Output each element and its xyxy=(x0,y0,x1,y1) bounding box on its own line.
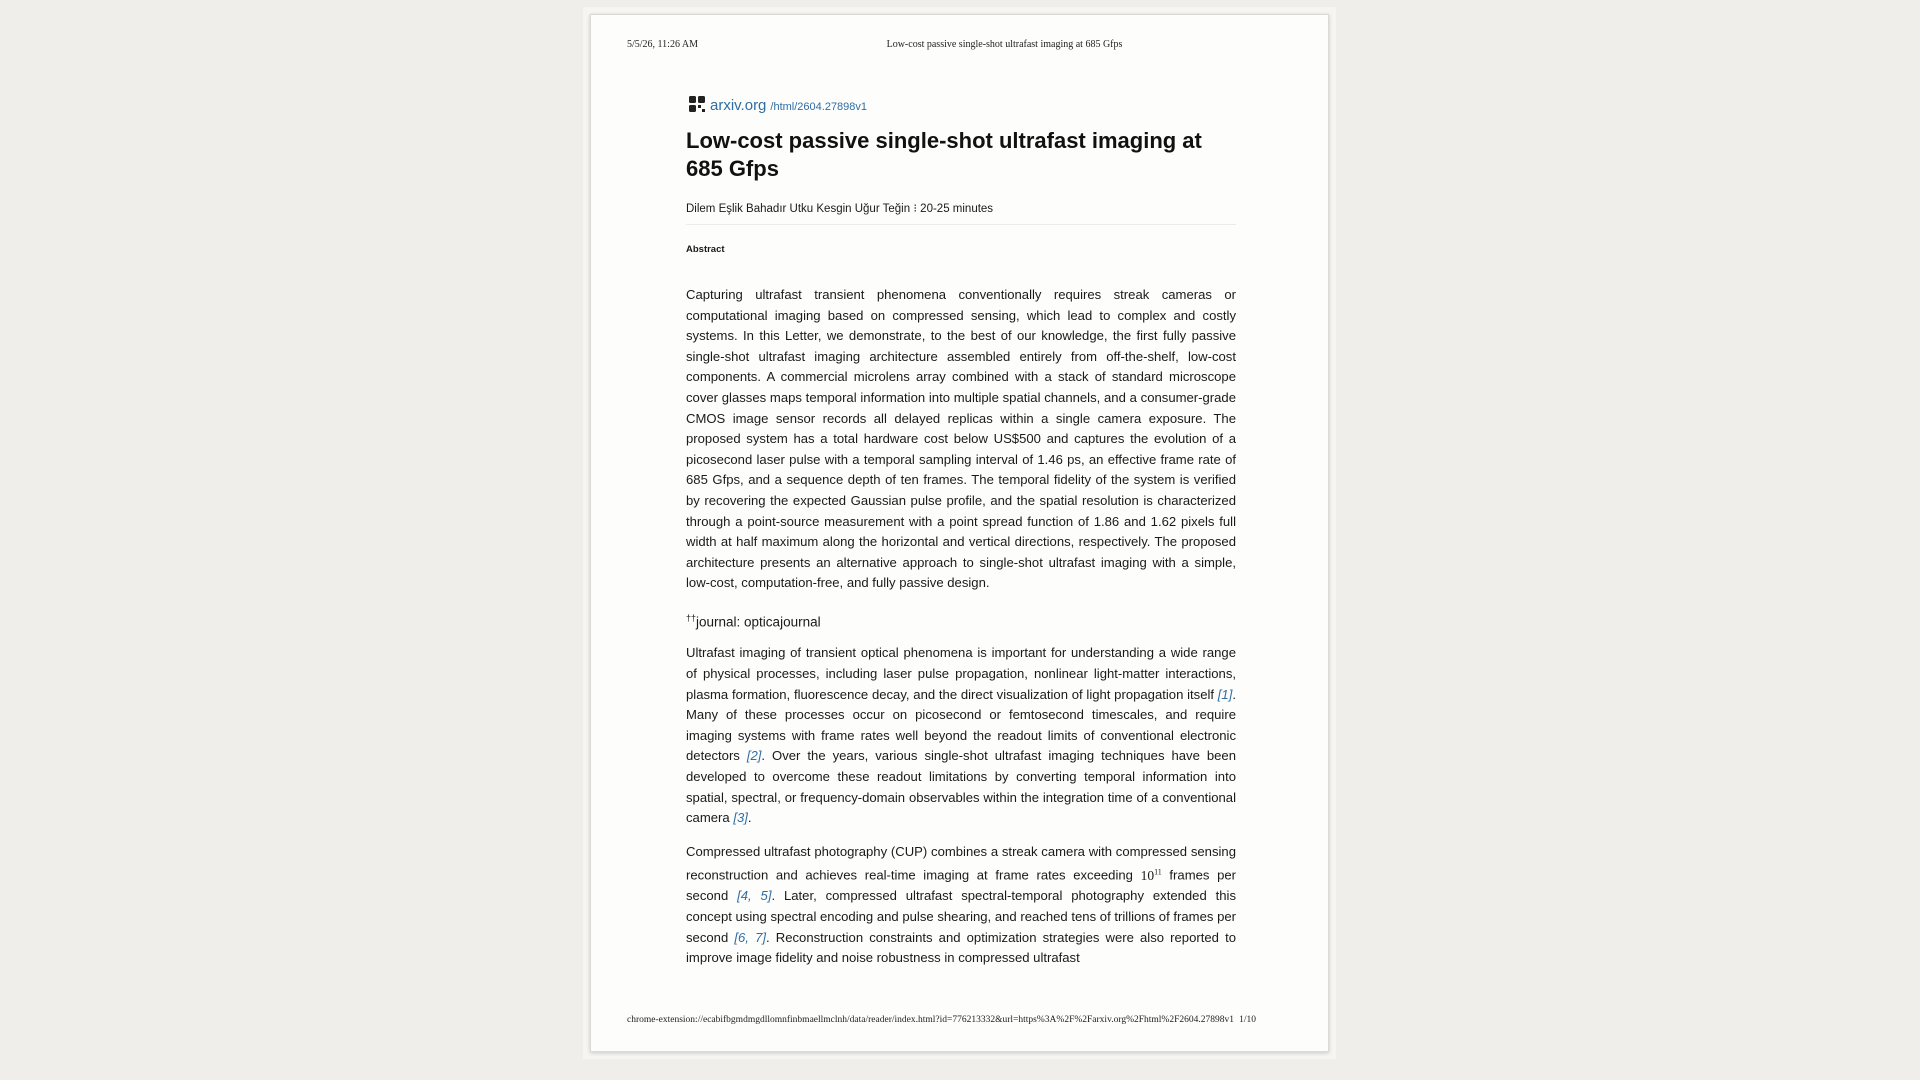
abstract-text: Capturing ultrafast transient phenomena conventionally requires streak cameras or computational imaging based on compressed sensing, which lead to complex and costly systems. In this Letter, we demonstrate, to the best of our knowledge, the first fully passive single-shot ultrafast imaging architecture assembled entirely from off-the-shelf, low-cost components. A commercial microlens array combined with a stack of standard microscope cover glasses maps temporal information into multiple spatial channels, and a consumer-grade CMOS image sensor records all delayed replicas within a single camera exposure. The proposed system has a total hardware cost below US$500 and captures the evolution of a picosecond laser pulse with a temporal sampling interval of 1.46 ps, an effective frame rate of 685 Gfps, and a sequence depth of ten frames. The temporal fidelity of the system is verified by recovering the expected Gaussian pulse profile, and the spatial resolution is characterized through a point-source measurement with a point spread function of 1.86 and 1.62 pixels full width at half maximum along the horizontal and vertical directions, respectively. The proposed architecture presents an alternative approach to single-shot ultrafast imaging with a simple, low-cost, computation-free, and fully passive design. xyxy=(686,287,1236,591)
citation-link-2[interactable]: [2] xyxy=(746,748,762,764)
print-title: Low-cost passive single-shot ultrafast imaging at 685 Gfps xyxy=(886,39,1123,50)
page-number: 1/10 xyxy=(1239,1015,1256,1025)
citation-separator: , xyxy=(748,888,761,904)
reader-logo-icon xyxy=(689,96,706,113)
citation-link-3[interactable]: [3] xyxy=(733,810,748,826)
print-url: chrome-extension://ecabifbgmdmgdllomnfinbmaellmclnh/data/reader/index.html?id=776213332&url=https%3A%2F%2Farxiv.org%2Fhtml%2F2604.27898v1 xyxy=(627,1015,1235,1025)
site-name-link[interactable]: arxiv.org xyxy=(710,97,767,114)
text-run: frames per second xyxy=(686,867,1236,904)
body-paragraph-2 xyxy=(686,842,1236,969)
printed-page xyxy=(590,14,1329,1052)
citation-bracket: [ xyxy=(737,888,741,904)
citation-link-4[interactable]: 4 xyxy=(740,888,749,904)
text-run: . Many of these processes occur on picosecond or femtosecond timescales, and require imaging systems with frame rates well beyond the readout limits of conventional electronic detectors xyxy=(686,686,1236,764)
text-run: Compressed ultrafast photography (CUP) combines a streak camera with compressed sensing reconstruction and achieves real-time imaging at frame rates exceeding xyxy=(686,843,1236,883)
article-title: Low-cost passive single-shot ultrafast imaging at 685 Gfps xyxy=(686,128,1202,181)
journal-note xyxy=(686,613,1236,630)
power-base: 10 xyxy=(1140,867,1155,883)
journal-text: journal: opticajournal xyxy=(696,614,821,630)
citation-link-1[interactable]: [1] xyxy=(1217,686,1233,702)
article-content xyxy=(686,93,1236,969)
site-path-link[interactable]: /html/2604.27898v1 xyxy=(770,101,868,113)
text-run: . Over the years, various single-shot ultrafast imaging techniques have been developed to overcome these readout limitations by converting temporal information into spatial, spectral, or frequency-domain observables within the integration time of a conventional camera xyxy=(686,748,1236,826)
citation-link-6[interactable]: 6 xyxy=(738,929,746,945)
citation-bracket: [ xyxy=(734,929,738,945)
print-footer xyxy=(627,1015,1292,1029)
print-header xyxy=(627,39,1292,53)
text-run: . xyxy=(747,810,752,826)
text-run: Ultrafast imaging of transient optical phenomena is important for understanding a wide range of physical processes, including laser pulse propagation, nonlinear light-matter interactions, plasma formation, fluorescence decay, and the direct visualization of light propagation itself xyxy=(686,645,1236,702)
text-run: . Later, compressed ultrafast spectral-temporal photography extended this concept using spectral encoding and pulse shearing, and reached tens of trillions of frames per second xyxy=(686,888,1236,945)
citation-bracket: ] xyxy=(767,888,772,904)
journal-mark: †† xyxy=(686,612,697,623)
print-date: 5/5/26, 11:26 AM xyxy=(627,39,699,50)
citation-bracket: ] xyxy=(762,929,766,945)
citation-separator: , xyxy=(745,929,756,945)
citation-link-7[interactable]: 7 xyxy=(755,929,763,945)
text-run: . Reconstruction constraints and optimization strategies were also reported to improve image fidelity and noise robustness in compressed ultrafast xyxy=(686,929,1236,966)
power-exponent: 11 xyxy=(1154,867,1162,877)
body-paragraph-1 xyxy=(686,643,1236,828)
site-header xyxy=(689,93,1236,114)
abstract-heading: Abstract xyxy=(686,244,725,255)
power-of-ten xyxy=(1141,868,1162,883)
citation-link-5[interactable]: 5 xyxy=(760,888,768,904)
byline: Dilem Eşlik Bahadır Utku Kesgin Uğur Teğin ⁝ 20-25 minutes xyxy=(686,201,1236,225)
